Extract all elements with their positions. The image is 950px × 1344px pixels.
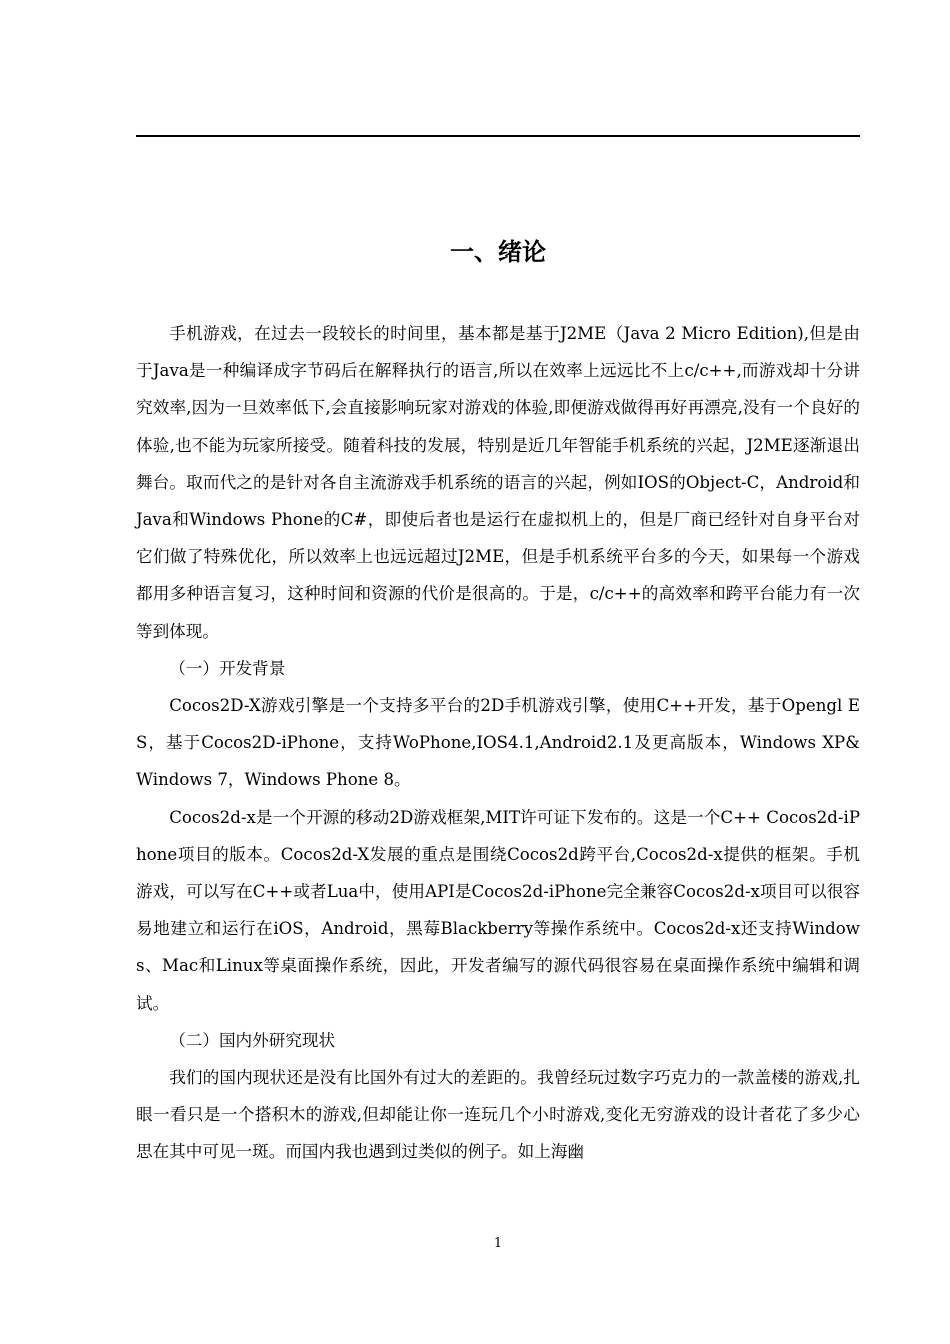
document-body [136,315,860,1171]
section-heading-background: （一）开发背景 [169,658,286,678]
page-number: 1 [493,1236,503,1251]
intro-paragraph: 手机游戏，在过去一段较长的时间里，基本都是基于J2ME（Java 2 Micro Edition),但是由于Java是一种编译成字节码后在解释执行的语言,所以在效率上远远比不上c/c++,而游戏却十分讲究效率,因为一旦效率低下,会直接影响玩家对游戏的体验,即便游戏做得再好再漂亮,没有一个良好的体验,也不能为玩家所接受。随着科技的发展，特别是近几年智能手机系统的兴起，J2ME逐渐退出舞台。取而代之的是针对各自主流游戏手机系统的语言的兴起，例如IOS的Object-C，Android和Java和Windows Phone的C#，即使后者也是运行在虚拟机上的，但是厂商已经针对自身平台对它们做了特殊优化，所以效率上也远远超过J2ME，但是手机系统平台多的今天，如果每一个游戏都用多种语言复习，这种时间和资源的代价是很高的。于是，c/c++的高效率和跨平台能力有一次等到体现。 [136,324,860,641]
header-rule [136,135,860,137]
paragraph-research-status: 我们的国内现状还是没有比国外有过大的差距的。我曾经玩过数字巧克力的一款盖楼的游戏,扎眼一看只是一个搭积木的游戏,但却能让你一连玩几个小时游戏,变化无穷游戏的设计者花了多少心思在其中可见一斑。而国内我也遇到过类似的例子。如上海幽 [136,1068,860,1162]
paragraph-cocos-framework: Cocos2d-x是一个开源的移动2D游戏框架,MIT许可证下发布的。这是一个C++ Cocos2d-iPhone项目的版本。Cocos2d-X发展的重点是围绕Cocos2d跨平台,Cocos2d-x提供的框架。手机游戏，可以写在C++或者Lua中，使用API是Cocos2d-iPhone完全兼容Cocos2d-x项目可以很容易地建立和运行在iOS，Android，黑莓Blackberry等操作系统中。Cocos2d-x还支持Windows、Mac和Linux等桌面操作系统，因此，开发者编写的源代码很容易在桌面操作系统中编辑和调试。 [136,807,860,1013]
paragraph-cocos-engine: Cocos2D-X游戏引擎是一个支持多平台的2D手机游戏引擎，使用C++开发，基于Opengl ES，基于Cocos2D-iPhone，支持WoPhone,IOS4.1,Android2.1及更高版本，Windows XP&Windows 7，Windows Phone 8。 [136,696,860,790]
section-heading-research-status: （二）国内外研究现状 [169,1030,336,1050]
chapter-title: 一、绪论 [450,238,546,267]
